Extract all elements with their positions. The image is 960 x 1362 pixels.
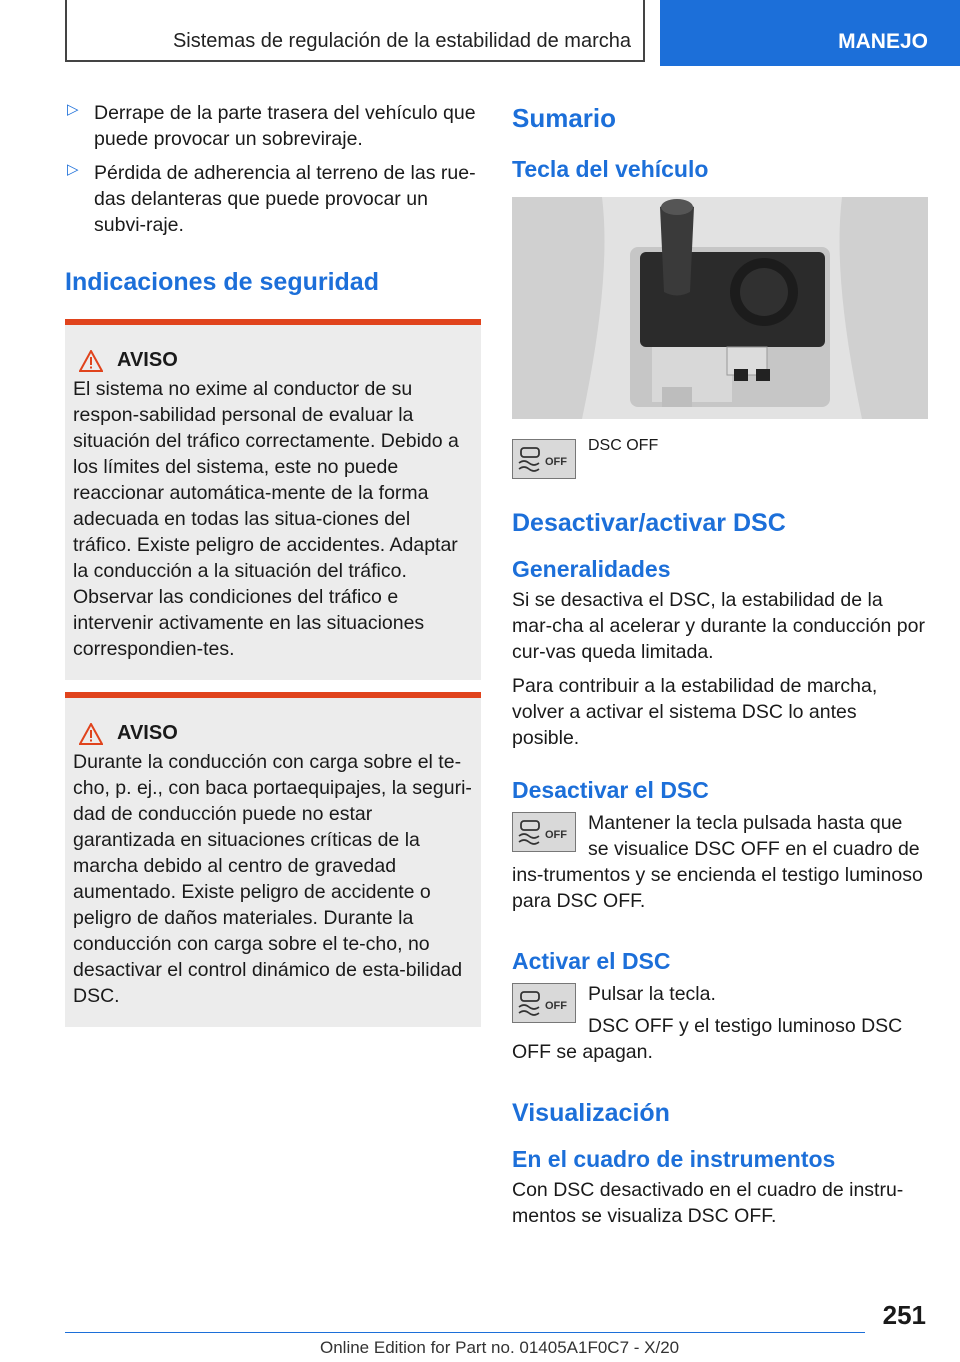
activar-block [512, 981, 928, 1065]
dsc-off-label: DSC OFF [588, 437, 659, 454]
dsc-off-icon[interactable] [512, 983, 576, 1023]
right-column [512, 100, 928, 1229]
paragraph: Si se desactiva el DSC, la estabilidad de la mar-cha al acelerar y durante la conducción por cur-vas queda limitada. [512, 589, 925, 663]
dsc-off-icon-graphic [513, 440, 575, 478]
page-number: 251 [882, 1300, 926, 1330]
paragraph: Mantener la tecla pulsada hasta que se visualice DSC OFF en el cuadro de ins-trumentos y se encienda el testigo luminoso para DSC OFF. [512, 812, 923, 912]
warning-title: AVISO [117, 349, 178, 371]
desactivar-heading: Desactivar el DSC [512, 777, 709, 803]
dsc-off-icon[interactable] [512, 439, 576, 479]
dsc-off-icon-graphic [513, 984, 575, 1022]
dsc-off-icon-graphic [513, 813, 575, 851]
section-tab-label: MANEJO [838, 30, 928, 53]
page-header [0, 0, 960, 66]
warning-title: AVISO [117, 722, 178, 744]
paragraph: Con DSC desactivado en el cuadro de instru-mentos se visualiza DSC OFF. [512, 1179, 904, 1227]
activar-heading: Activar el DSC [512, 948, 671, 974]
cuadro-heading: En el cuadro de instrumentos [512, 1146, 836, 1172]
bullet-text: Derrape de la parte trasera del vehículo que puede provocar un sobreviraje. [94, 102, 476, 150]
dsc-off-row [512, 439, 928, 479]
header-title: Sistemas de regulación de la estabilidad de marcha [172, 30, 631, 52]
dsc-off-icon[interactable] [512, 812, 576, 852]
desactivar-block [512, 810, 928, 914]
header-title-box [65, 0, 645, 62]
sumario-heading: Sumario [512, 103, 617, 133]
dsc-off-icon-text: OFF [545, 1000, 567, 1012]
section-tab[interactable] [660, 0, 960, 66]
triangle-bullet-icon: ▷ [67, 101, 79, 118]
list-item [65, 160, 481, 238]
tecla-heading: Tecla del vehículo [512, 156, 709, 182]
paragraph: Pulsar la tecla. [588, 983, 716, 1005]
warning-text: Durante la conducción con carga sobre el te-cho, p. ej., con baca portaequipajes, la seguri-dad de conducción puede no estar garantizada en situaciones críticas de la marcha debido al centro de gravedad aumentado. Existe peligro de accidente o peligro de daños materiales. Durante la conducción con carga sobre el te-cho, no desactivar el control dinámico de esta-bilidad DSC. [73, 751, 472, 1007]
bullet-text: Pérdida de adherencia al terreno de las rue-das delanteras que puede provocar un subvi-raje. [94, 162, 476, 236]
list-item [65, 100, 481, 152]
warning-header [73, 349, 473, 372]
paragraph: DSC OFF y el testigo luminoso DSC OFF se apagan. [512, 1015, 903, 1063]
console-photo-illustration [512, 197, 928, 419]
left-column [65, 100, 481, 1027]
warning-box [65, 692, 481, 1027]
desactivar-activar-heading: Desactivar/activar DSC [512, 509, 786, 537]
center-console-image [512, 197, 928, 419]
dsc-off-icon-text: OFF [545, 456, 567, 468]
warning-triangle-icon [79, 350, 103, 372]
generalidades-heading: Generalidades [512, 556, 671, 582]
warning-text: El sistema no exime al conductor de su respon-sabilidad personal de evaluar la situación del tráfico correctamente. Debido a los límites del sistema, este no puede reaccionar automática-mente de la forma adecuada en todas las situa-ciones del tráfico. Existe peligro de accidentes. Adaptar la conducción a la situación del tráfico. Observar las condiciones del tráfico e intervenir activamente en las situaciones correspondien-tes. [73, 378, 459, 660]
warning-triangle-icon [79, 723, 103, 745]
footer-edition: Online Edition for Part no. 01405A1F0C7 - X/20 [320, 1338, 680, 1357]
dsc-off-icon-text: OFF [545, 829, 567, 841]
visualizacion-heading: Visualización [512, 1099, 670, 1127]
warning-header [73, 722, 473, 745]
triangle-bullet-icon: ▷ [67, 161, 79, 178]
warning-box [65, 319, 481, 680]
paragraph: Para contribuir a la estabilidad de marcha, volver a activar el sistema DSC lo antes posible. [512, 675, 878, 749]
safety-heading: Indicaciones de seguridad [65, 268, 379, 296]
footer-divider [65, 1332, 865, 1333]
